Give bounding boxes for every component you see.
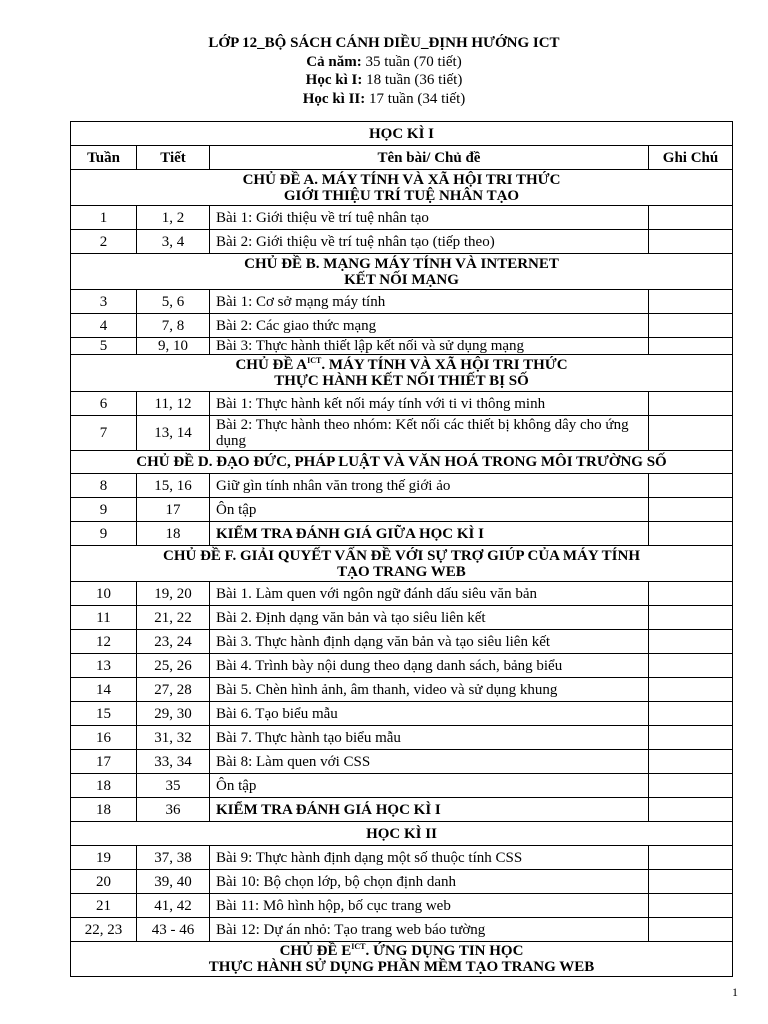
topic-title: CHỦ ĐỀ D. ĐẠO ĐỨC, PHÁP LUẬT VÀ VĂN HOÁ TRONG MÔI TRƯỜNG SỐ: [136, 454, 667, 470]
note-cell: [649, 206, 733, 230]
table-row: [71, 894, 733, 918]
week-cell: 19: [71, 846, 137, 870]
period-cell: 17: [137, 498, 210, 522]
lesson-title-cell: Bài 10: Bộ chọn lớp, bộ chọn định danh: [210, 870, 649, 894]
period-cell: 9, 10: [137, 338, 210, 355]
period-cell: 35: [137, 774, 210, 798]
table-row: [71, 392, 733, 416]
topic-prefix: CHỦ ĐỀ E: [279, 943, 352, 959]
week-cell: 16: [71, 726, 137, 750]
period-cell: 33, 34: [137, 750, 210, 774]
topic-row: [71, 254, 733, 290]
topic-title: . MÁY TÍNH VÀ XÃ HỘI TRI THỨC: [321, 357, 568, 373]
note-cell: [649, 726, 733, 750]
document-title: LỚP 12_BỘ SÁCH CÁNH DIỀU_ĐỊNH HƯỚNG ICT: [208, 35, 560, 51]
note-cell: [649, 474, 733, 498]
note-cell: [649, 522, 733, 546]
lesson-title-cell: Bài 9: Thực hành định dạng một số thuộc tính CSS: [210, 846, 649, 870]
week-cell: 15: [71, 702, 137, 726]
semester2-value: 17 tuần (34 tiết): [369, 90, 466, 107]
topic-heading: [71, 546, 733, 582]
lesson-title-cell: Bài 1: Cơ sở mạng máy tính: [210, 290, 649, 314]
topic-row: [71, 942, 733, 977]
topic-row: [71, 546, 733, 582]
note-cell: [649, 630, 733, 654]
topic-heading: [71, 170, 733, 206]
table-row: [71, 654, 733, 678]
table-row: [71, 290, 733, 314]
period-cell: 3, 4: [137, 230, 210, 254]
semester1-line: [0, 71, 768, 90]
week-cell: 6: [71, 392, 137, 416]
table-row: [71, 206, 733, 230]
semester-header-row: [71, 822, 733, 846]
period-cell: 23, 24: [137, 630, 210, 654]
week-cell: 9: [71, 522, 137, 546]
note-cell: [649, 870, 733, 894]
table-row: [71, 750, 733, 774]
lesson-title-cell: Bài 8: Làm quen với CSS: [210, 750, 649, 774]
period-cell: 1, 2: [137, 206, 210, 230]
week-cell: 10: [71, 582, 137, 606]
week-cell: 18: [71, 774, 137, 798]
column-header-row: [71, 146, 733, 170]
week-cell: 8: [71, 474, 137, 498]
lesson-title-cell: KIỂM TRA ĐÁNH GIÁ GIỮA HỌC KÌ I: [210, 522, 649, 546]
curriculum-table-body: [71, 122, 733, 977]
period-cell: 36: [137, 798, 210, 822]
week-cell: 13: [71, 654, 137, 678]
week-cell: 18: [71, 798, 137, 822]
topic-row: [71, 451, 733, 474]
year-line: [0, 53, 768, 72]
topic-title: CHỦ ĐỀ A. MÁY TÍNH VÀ XÃ HỘI TRI THỨC: [242, 171, 561, 188]
week-cell: 2: [71, 230, 137, 254]
column-header: Tên bài/ Chủ đề: [210, 146, 649, 170]
topic-line: [77, 943, 726, 959]
note-cell: [649, 338, 733, 355]
column-header: Ghi Chú: [649, 146, 733, 170]
table-row: [71, 726, 733, 750]
note-cell: [649, 606, 733, 630]
semester1-value: 18 tuần (36 tiết): [366, 72, 463, 88]
topic-line: [77, 454, 726, 470]
table-row: [71, 702, 733, 726]
period-cell: 27, 28: [137, 678, 210, 702]
topic-heading: [71, 942, 733, 977]
topic-title: CHỦ ĐỀ B. MẠNG MÁY TÍNH VÀ INTERNET: [244, 255, 559, 272]
table-row: [71, 338, 733, 355]
topic-subtitle: GIỚI THIỆU TRÍ TUỆ NHÂN TẠO: [283, 187, 520, 204]
period-cell: 29, 30: [137, 702, 210, 726]
lesson-title-cell: Ôn tập: [210, 498, 649, 522]
lesson-title-cell: Giữ gìn tính nhân văn trong thế giới ảo: [210, 474, 649, 498]
period-cell: 21, 22: [137, 606, 210, 630]
period-cell: 39, 40: [137, 870, 210, 894]
lesson-title-cell: Bài 12: Dự án nhỏ: Tạo trang web báo tường: [210, 918, 649, 942]
note-cell: [649, 654, 733, 678]
semester-heading: HỌC KÌ I: [71, 122, 733, 146]
topic-superscript: ICT: [351, 942, 366, 951]
lesson-title-cell: Bài 6. Tạo biểu mẫu: [210, 702, 649, 726]
table-row: [71, 582, 733, 606]
week-cell: 5: [71, 338, 137, 355]
topic-line: [77, 548, 726, 564]
lesson-title-cell: Bài 4. Trình bày nội dung theo dạng danh sách, bảng biểu: [210, 654, 649, 678]
table-row: [71, 846, 733, 870]
lesson-title-cell: Bài 2: Giới thiệu về trí tuệ nhân tạo (tiếp theo): [210, 230, 649, 254]
period-cell: 7, 8: [137, 314, 210, 338]
topic-title: . ỨNG DỤNG TIN HỌC: [365, 943, 524, 959]
note-cell: [649, 230, 733, 254]
week-cell: 7: [71, 416, 137, 451]
topic-subtitle: KẾT NỐI MẠNG: [344, 271, 459, 288]
topic-title: CHỦ ĐỀ F. GIẢI QUYẾT VẤN ĐỀ VỚI SỰ TRỢ GIÚP CỦA MÁY TÍNH: [162, 547, 641, 564]
table-row: [71, 230, 733, 254]
lesson-title-cell: Bài 5. Chèn hình ảnh, âm thanh, video và sử dụng khung: [210, 678, 649, 702]
semester-header-row: [71, 122, 733, 146]
topic-heading: [71, 355, 733, 392]
note-cell: [649, 894, 733, 918]
topic-subtitle: TẠO TRANG WEB: [337, 563, 466, 580]
lesson-title-cell: Ôn tập: [210, 774, 649, 798]
period-cell: 18: [137, 522, 210, 546]
lesson-title-cell: Bài 2: Thực hành theo nhóm: Kết nối các thiết bị không dây cho ứng dụng: [210, 416, 649, 451]
table-row: [71, 630, 733, 654]
topic-superscript: ICT: [307, 356, 322, 365]
page-number: 1: [732, 985, 738, 999]
topic-subtitle: THỰC HÀNH KẾT NỐI THIẾT BỊ SỐ: [274, 373, 529, 389]
topic-line: [77, 357, 726, 373]
week-cell: 22, 23: [71, 918, 137, 942]
note-cell: [649, 498, 733, 522]
lesson-title-cell: KIỂM TRA ĐÁNH GIÁ HỌC KÌ I: [210, 798, 649, 822]
period-cell: 13, 14: [137, 416, 210, 451]
semester-heading: HỌC KÌ II: [71, 822, 733, 846]
lesson-title-cell: Bài 3. Thực hành định dạng văn bản và tạo siêu liên kết: [210, 630, 649, 654]
topic-row: [71, 355, 733, 392]
table-row: [71, 918, 733, 942]
period-cell: 31, 32: [137, 726, 210, 750]
period-cell: 5, 6: [137, 290, 210, 314]
lesson-title-cell: Bài 1: Giới thiệu về trí tuệ nhân tạo: [210, 206, 649, 230]
topic-line: [77, 256, 726, 272]
week-cell: 20: [71, 870, 137, 894]
topic-heading: [71, 254, 733, 290]
note-cell: [649, 582, 733, 606]
period-cell: 37, 38: [137, 846, 210, 870]
column-header: Tuần: [71, 146, 137, 170]
table-row: [71, 314, 733, 338]
year-value: 35 tuần (70 tiết): [365, 53, 462, 70]
topic-row: [71, 170, 733, 206]
table-row: [71, 416, 733, 451]
table-row: [71, 522, 733, 546]
note-cell: [649, 846, 733, 870]
lesson-title-cell: Bài 1. Làm quen với ngôn ngữ đánh dấu siêu văn bản: [210, 582, 649, 606]
note-cell: [649, 798, 733, 822]
table-row: [71, 498, 733, 522]
week-cell: 3: [71, 290, 137, 314]
period-cell: 15, 16: [137, 474, 210, 498]
table-row: [71, 606, 733, 630]
lesson-title-cell: Bài 7. Thực hành tạo biểu mẫu: [210, 726, 649, 750]
note-cell: [649, 290, 733, 314]
table-row: [71, 678, 733, 702]
week-cell: 17: [71, 750, 137, 774]
note-cell: [649, 750, 733, 774]
curriculum-table: [70, 121, 733, 977]
week-cell: 4: [71, 314, 137, 338]
note-cell: [649, 416, 733, 451]
week-cell: 21: [71, 894, 137, 918]
note-cell: [649, 678, 733, 702]
column-header: Tiết: [137, 146, 210, 170]
document-header: [0, 34, 768, 108]
week-cell: 11: [71, 606, 137, 630]
period-cell: 11, 12: [137, 392, 210, 416]
year-label: Cả năm:: [306, 53, 362, 70]
note-cell: [649, 314, 733, 338]
week-cell: 1: [71, 206, 137, 230]
lesson-title-cell: Bài 2: Các giao thức mạng: [210, 314, 649, 338]
period-cell: 43 - 46: [137, 918, 210, 942]
period-cell: 19, 20: [137, 582, 210, 606]
semester2-line: [0, 90, 768, 109]
table-row: [71, 870, 733, 894]
topic-heading: [71, 451, 733, 474]
lesson-title-cell: Bài 11: Mô hình hộp, bố cục trang web: [210, 894, 649, 918]
topic-prefix: CHỦ ĐỀ A: [235, 357, 308, 373]
semester2-label: Học kì II:: [302, 90, 366, 107]
note-cell: [649, 918, 733, 942]
lesson-title-cell: Bài 3: Thực hành thiết lập kết nối và sử dụng mạng: [210, 338, 649, 355]
lesson-title-cell: Bài 1: Thực hành kết nối máy tính với ti vi thông minh: [210, 392, 649, 416]
semester1-label: Học kì I:: [305, 72, 363, 88]
note-cell: [649, 702, 733, 726]
period-cell: 25, 26: [137, 654, 210, 678]
table-row: [71, 798, 733, 822]
topic-line: [77, 172, 726, 188]
table-row: [71, 474, 733, 498]
week-cell: 12: [71, 630, 137, 654]
table-row: [71, 774, 733, 798]
week-cell: 14: [71, 678, 137, 702]
week-cell: 9: [71, 498, 137, 522]
note-cell: [649, 774, 733, 798]
note-cell: [649, 392, 733, 416]
lesson-title-cell: Bài 2. Định dạng văn bản và tạo siêu liên kết: [210, 606, 649, 630]
topic-subtitle: THỰC HÀNH SỬ DỤNG PHẦN MỀM TẠO TRANG WEB: [208, 959, 595, 975]
period-cell: 41, 42: [137, 894, 210, 918]
